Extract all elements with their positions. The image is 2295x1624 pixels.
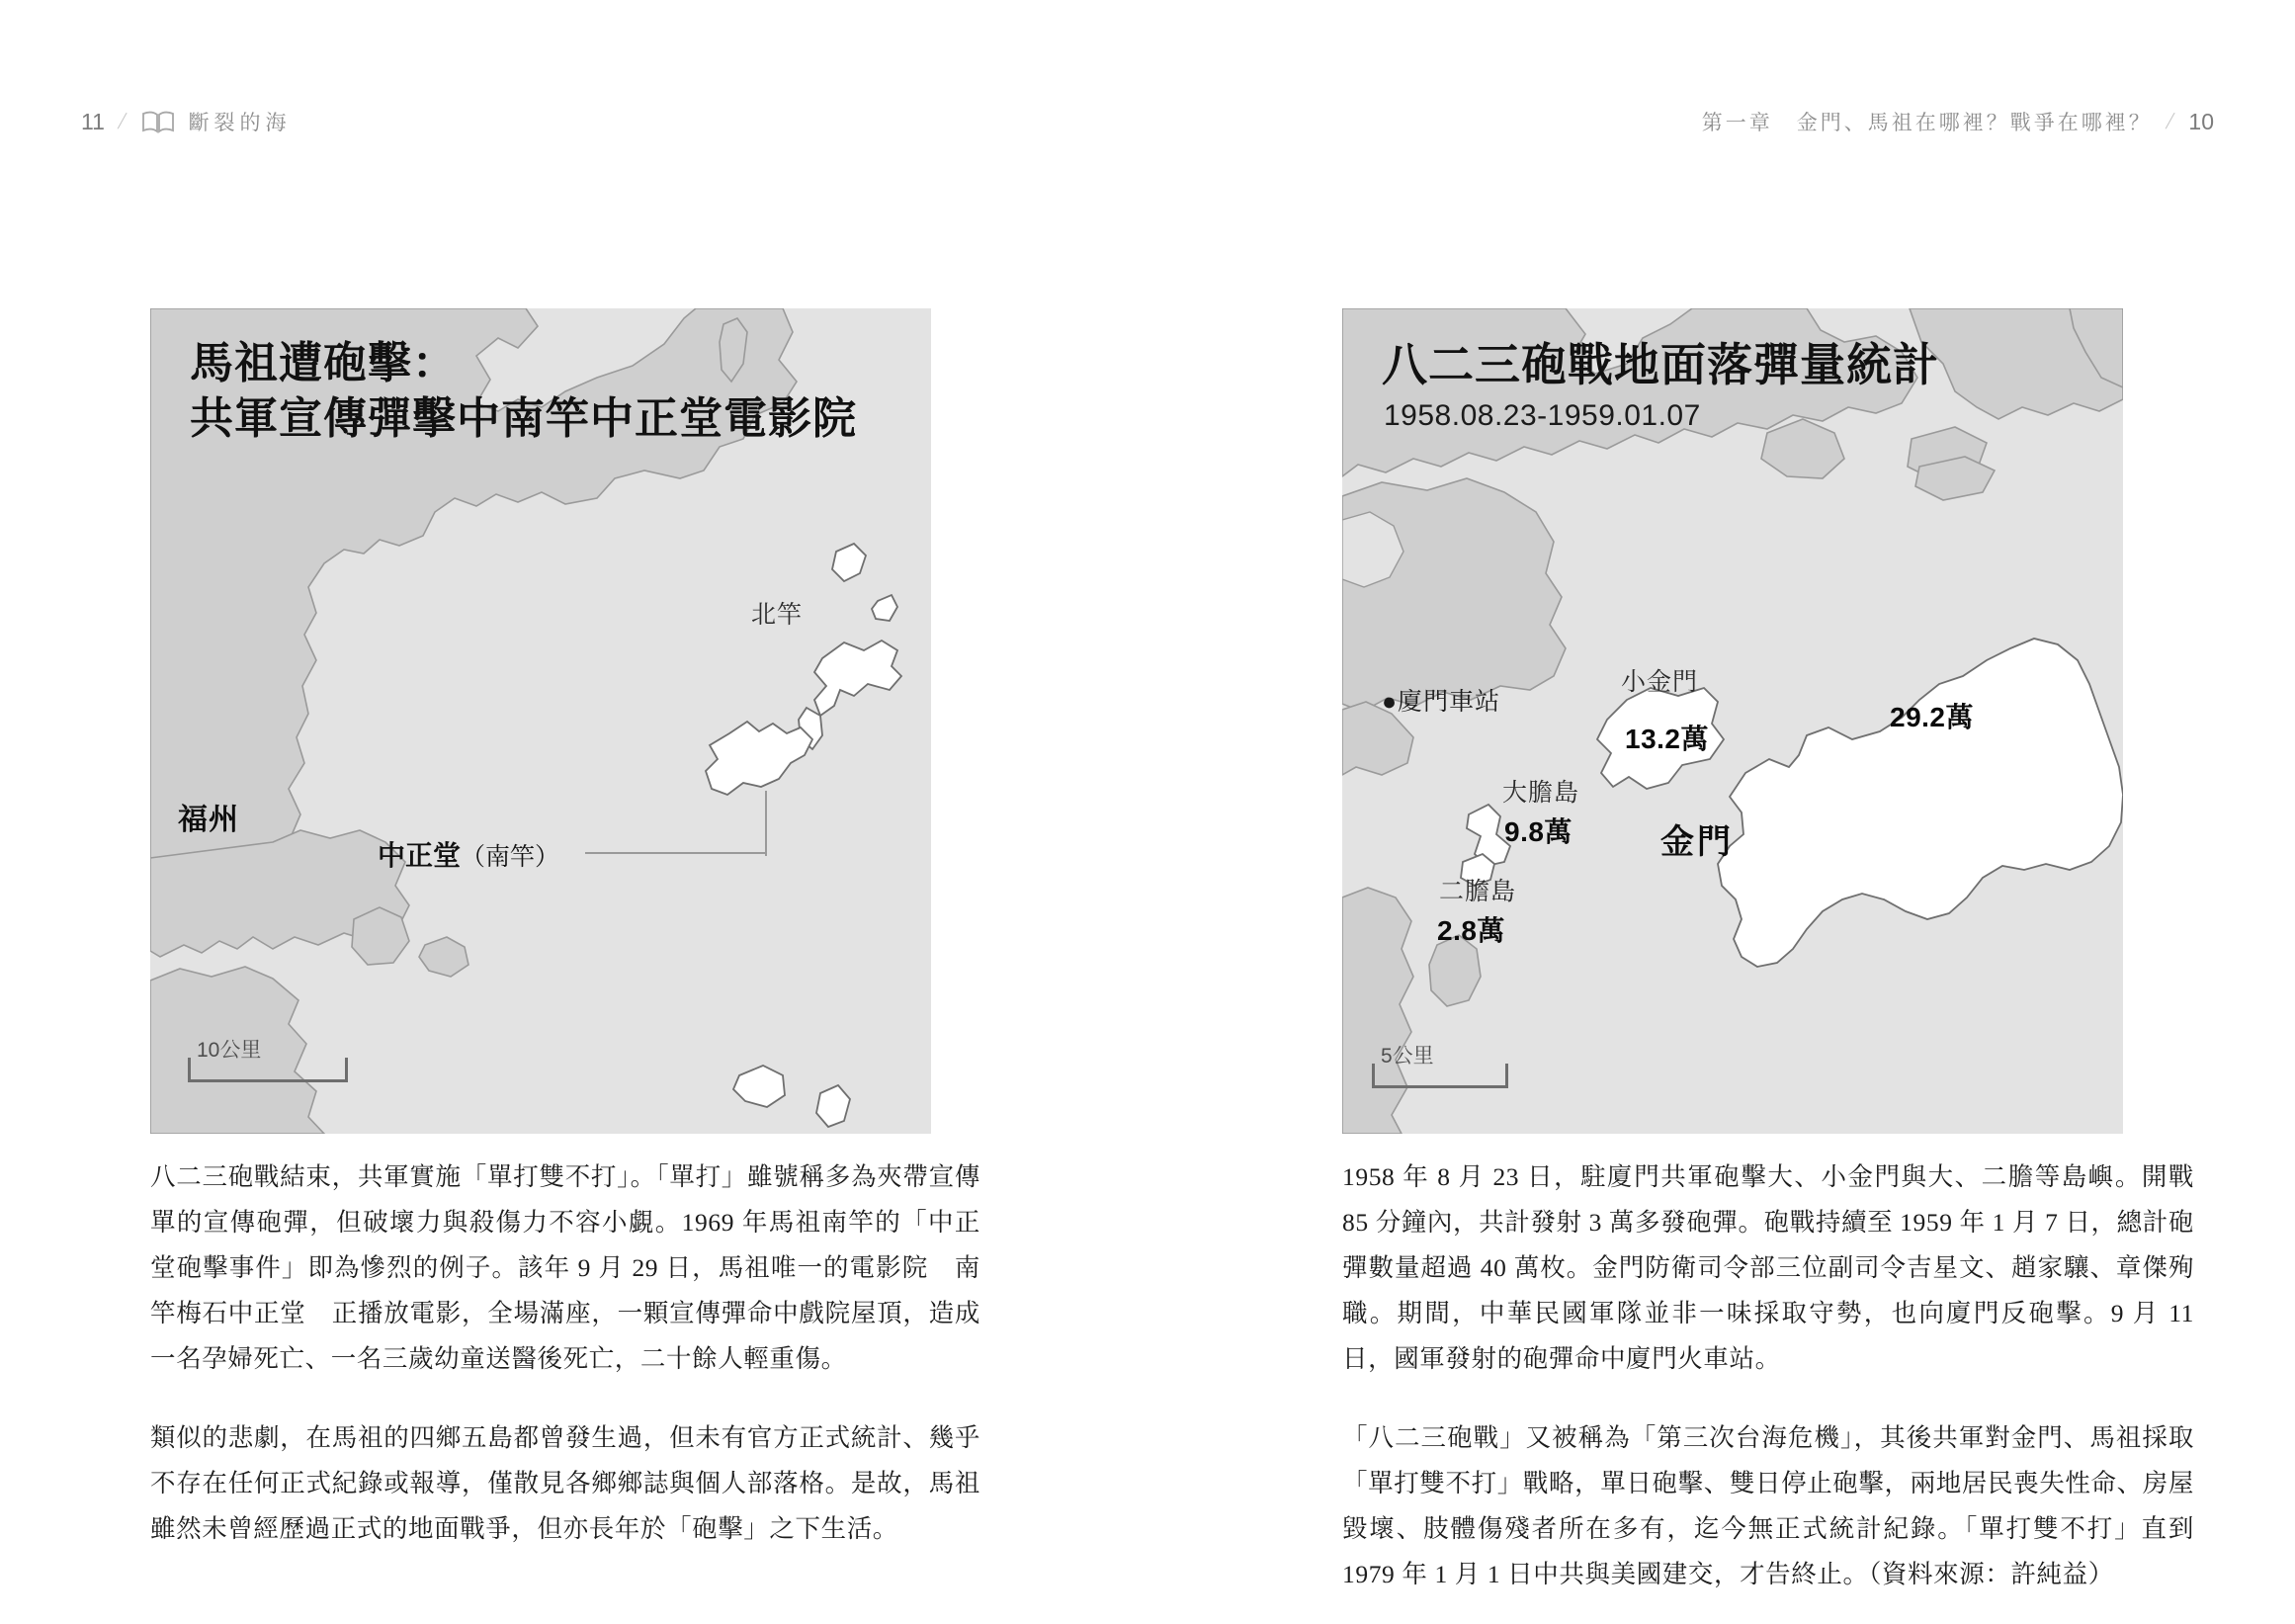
right-running-head [1702, 107, 2214, 136]
right-map-title [1382, 336, 1939, 394]
left-paragraph-2: 類似的悲劇，在馬祖的四鄉五島都曾發生過，但未有官方正式統計、幾乎不存在任何正式紀錄或報導，僅散見各鄉鄉誌與個人部落格。是故，馬祖雖然未曾經歷過正式的地面戰爭，但亦長年於「砲擊」之下生活。 [150, 1423, 980, 1543]
header-separator: / [2164, 108, 2178, 134]
map-value-lesser-kinmen: 13.2萬 [1625, 724, 1709, 754]
right-page-number: 10 [2188, 108, 2214, 134]
map-label-dadan: 大膽島 [1502, 779, 1580, 807]
right-map-scale-label: 5公里 [1381, 1045, 1434, 1068]
header-separator: / [116, 108, 130, 134]
callout-leader-vertical [765, 791, 767, 856]
right-map-title-line1: 八二三砲戰地面落彈量統計 [1382, 339, 1939, 390]
map-label-erdan: 二膽島 [1439, 878, 1517, 905]
callout-paren-text: （南竿） [461, 843, 560, 871]
left-map-scale-label: 10公里 [197, 1039, 262, 1062]
right-map-scale-bar [1372, 1045, 1508, 1088]
callout-leader-horizontal [585, 852, 767, 854]
left-running-head [81, 107, 292, 136]
map-value-kinmen: 29.2萬 [1890, 702, 1974, 732]
right-map-subtitle: 1958.08.23-1959.01.07 [1384, 399, 1701, 432]
left-body-text [150, 1154, 980, 1552]
left-map-title-line2: 共軍宣傳彈擊中南竿中正堂電影院 [190, 394, 857, 444]
right-paragraph-1: 1958 年 8 月 23 日，駐廈門共軍砲擊大、小金門與大、二膽等島嶼。開戰 85 分鐘內，共計發射 3 萬多發砲彈。砲戰持續至 1959 年 1 月 7 日，總計砲彈數量超過 40 萬枚。金門防衛司令部三位副司令吉星文、趙家驤、章傑殉職。期間，中華民國軍隊並非一味採取守勢，也向廈門反砲擊。9 月 11 日，國軍發射的砲彈命中廈門火車站。 [1342, 1162, 2194, 1373]
map-label-xiamen-station: ●廈門車站 [1382, 688, 1501, 716]
right-paragraph-2: 「八二三砲戰」又被稱為「第三次台海危機」，其後共軍對金門、馬祖採取「單打雙不打」戰略，單日砲擊、雙日停止砲擊，兩地居民喪失性命、房屋毀壞、肢體傷殘者所在多有，迄今無正式統計紀錄。「單打雙不打」直到 1979 年 1 月 1 日中共與美國建交，才告終止。（資料來源：許純益） [1342, 1423, 2194, 1588]
left-map-title [190, 336, 857, 448]
map-value-erdan: 2.8萬 [1437, 915, 1505, 946]
map-callout-zhongzhengtang [378, 834, 559, 874]
magu-bombardment-map [150, 308, 931, 1134]
map-label-kinmen: 金門 [1660, 823, 1734, 861]
left-page-number: 11 [81, 108, 105, 134]
map-value-dadan: 9.8萬 [1504, 816, 1572, 847]
right-body-text [1342, 1154, 2194, 1597]
chapter-title: 第一章 金門、馬祖在哪裡？戰爭在哪裡？ [1701, 111, 2153, 134]
callout-main-text: 中正堂 [378, 840, 462, 871]
map-label-lesser-kinmen: 小金門 [1621, 668, 1699, 696]
left-paragraph-1: 八二三砲戰結束，共軍實施「單打雙不打」。「單打」雖號稱多為夾帶宣傳單的宣傳砲彈，但破壞力與殺傷力不容小覷。1969 年馬祖南竿的「中正堂砲擊事件」即為慘烈的例子。該年 9 月 29 日，馬祖唯一的電影院 南竿梅石中正堂 正播放電影，全場滿座，一顆宣傳彈命中戲院屋頂，造成一名孕婦死亡、一名三歲幼童送醫後死亡，二十餘人輕重傷。 [150, 1162, 980, 1373]
map-label-beigan: 北竿 [751, 601, 804, 629]
book-title: 斷裂的海 [188, 111, 292, 134]
left-map-title-line1: 馬祖遭砲擊： [190, 339, 457, 387]
open-book-icon [141, 110, 175, 133]
map-label-fuzhou: 福州 [178, 804, 239, 836]
kinmen-shelling-map [1342, 308, 2123, 1134]
left-map-scale-bar [188, 1039, 348, 1082]
right-page [1148, 0, 2295, 1624]
